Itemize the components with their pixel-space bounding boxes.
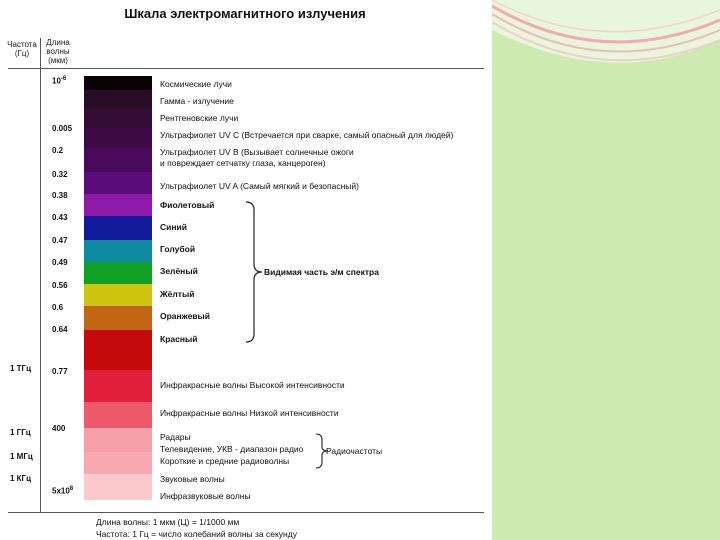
visible-spectrum-brace bbox=[244, 200, 264, 344]
band-blue bbox=[84, 216, 152, 240]
frequency-header-line2: (Гц) bbox=[14, 49, 30, 58]
label-ir-low: Инфракрасные волны Низкой интенсивности bbox=[160, 408, 339, 418]
band-ir-low bbox=[84, 402, 152, 428]
band-uvc bbox=[84, 128, 152, 148]
label-blue: Синий bbox=[160, 222, 187, 232]
label-uvc: Ультрафиолет UV C (Встречается при сварке, самый опасный для людей) bbox=[160, 130, 454, 140]
label-cyan: Голубой bbox=[160, 244, 196, 254]
band-uva bbox=[84, 172, 152, 194]
band-xray bbox=[84, 108, 152, 128]
label-uva: Ультрафиолет UV A (Самый мягкий и безопасный) bbox=[160, 181, 359, 191]
wavelength-label-11: 0.77 bbox=[52, 367, 68, 376]
band-tv-radio bbox=[84, 452, 152, 474]
label-uvb-line2: и повреждает сетчатку глаза, канцероген) bbox=[160, 158, 326, 168]
label-tv: Телевидение, УКВ - диапазон радио bbox=[160, 444, 304, 454]
label-infrasound: Инфразвуковые волны bbox=[160, 491, 251, 501]
label-cosmic: Космические лучи bbox=[160, 79, 232, 89]
frequency-header-line1: Частота bbox=[7, 40, 37, 49]
frequency-label-thz: 1 ТГц bbox=[10, 364, 32, 373]
left-axis-line bbox=[40, 38, 41, 513]
wavelength-exponent: -6 bbox=[60, 76, 67, 82]
wavelength-header bbox=[42, 38, 74, 65]
wavelength-exponent: 8 bbox=[69, 486, 74, 492]
label-orange: Оранжевый bbox=[160, 311, 211, 321]
wavelength-base: 10 bbox=[52, 76, 61, 86]
wavelength-label-9: 0.6 bbox=[52, 303, 64, 312]
wavelength-base: 5x10 bbox=[52, 486, 70, 496]
label-gamma: Гамма - излучение bbox=[160, 96, 234, 106]
wavelength-label-6: 0.47 bbox=[52, 236, 68, 245]
wavelength-label-8: 0.56 bbox=[52, 281, 68, 290]
bottom-axis-line bbox=[8, 512, 484, 513]
frequency-label-khz: 1 КГц bbox=[10, 474, 32, 483]
label-radar: Радары bbox=[160, 432, 191, 442]
band-gamma bbox=[84, 90, 152, 108]
frequency-header bbox=[6, 40, 38, 58]
label-shortwave: Короткие и средние радиоволны bbox=[160, 456, 290, 466]
band-green bbox=[84, 262, 152, 284]
label-ir-high: Инфракрасные волны Высокой интенсивности bbox=[160, 380, 345, 390]
wavelength-label-13 bbox=[52, 486, 73, 496]
band-sound bbox=[84, 474, 152, 500]
wavelength-label-4: 0.38 bbox=[52, 191, 68, 200]
label-xray: Рентгеновские лучи bbox=[160, 113, 239, 123]
frequency-label-mhz: 1 МГц bbox=[10, 452, 33, 461]
wavelength-label-2: 0.2 bbox=[52, 146, 64, 155]
band-ir-high bbox=[84, 370, 152, 402]
footer-line-2: Частота: 1 Гц = число колебаний волны за секунду bbox=[96, 529, 297, 539]
label-red: Красный bbox=[160, 334, 198, 344]
band-violet bbox=[84, 194, 152, 216]
wavelength-label-5: 0.43 bbox=[52, 213, 68, 222]
label-yellow: Жёлтый bbox=[160, 289, 195, 299]
decorative-arcs bbox=[492, 0, 720, 90]
footer-line-1: Длина волны: 1 мкм (Ц) = 1/1000 мм bbox=[96, 517, 240, 527]
top-axis-line bbox=[8, 68, 484, 69]
wavelength-label-12: 400 bbox=[52, 424, 66, 433]
wavelength-header-line2: волны bbox=[46, 47, 70, 56]
label-uvb-line1: Ультрафиолет UV B (Вызывает солнечные ожоги bbox=[160, 147, 354, 157]
band-orange bbox=[84, 306, 152, 330]
band-uvb bbox=[84, 148, 152, 172]
wavelength-label-0 bbox=[52, 76, 66, 86]
visible-spectrum-label: Видимая часть э/м спектра bbox=[264, 267, 379, 277]
band-red bbox=[84, 330, 152, 370]
wavelength-label-3: 0.32 bbox=[52, 170, 68, 179]
band-radar bbox=[84, 428, 152, 452]
label-violet: Фиолетовый bbox=[160, 200, 215, 210]
radio-frequencies-label: Радиочастоты bbox=[326, 446, 383, 456]
diagram-title: Шкала электромагнитного излучения bbox=[124, 6, 366, 21]
band-yellow bbox=[84, 284, 152, 306]
decorative-side-panel bbox=[492, 0, 720, 540]
frequency-label-ghz: 1 ГГц bbox=[10, 428, 31, 437]
label-green: Зелёный bbox=[160, 266, 198, 276]
wavelength-header-line3: (мкм) bbox=[48, 56, 68, 65]
band-cosmic bbox=[84, 76, 152, 90]
wavelength-label-7: 0.49 bbox=[52, 258, 68, 267]
label-sound: Звуковые волны bbox=[160, 474, 225, 484]
wavelength-label-1: 0.005 bbox=[52, 124, 73, 133]
band-cyan bbox=[84, 240, 152, 262]
wavelength-header-line1: Длина bbox=[46, 38, 70, 47]
wavelength-label-10: 0.64 bbox=[52, 325, 68, 334]
